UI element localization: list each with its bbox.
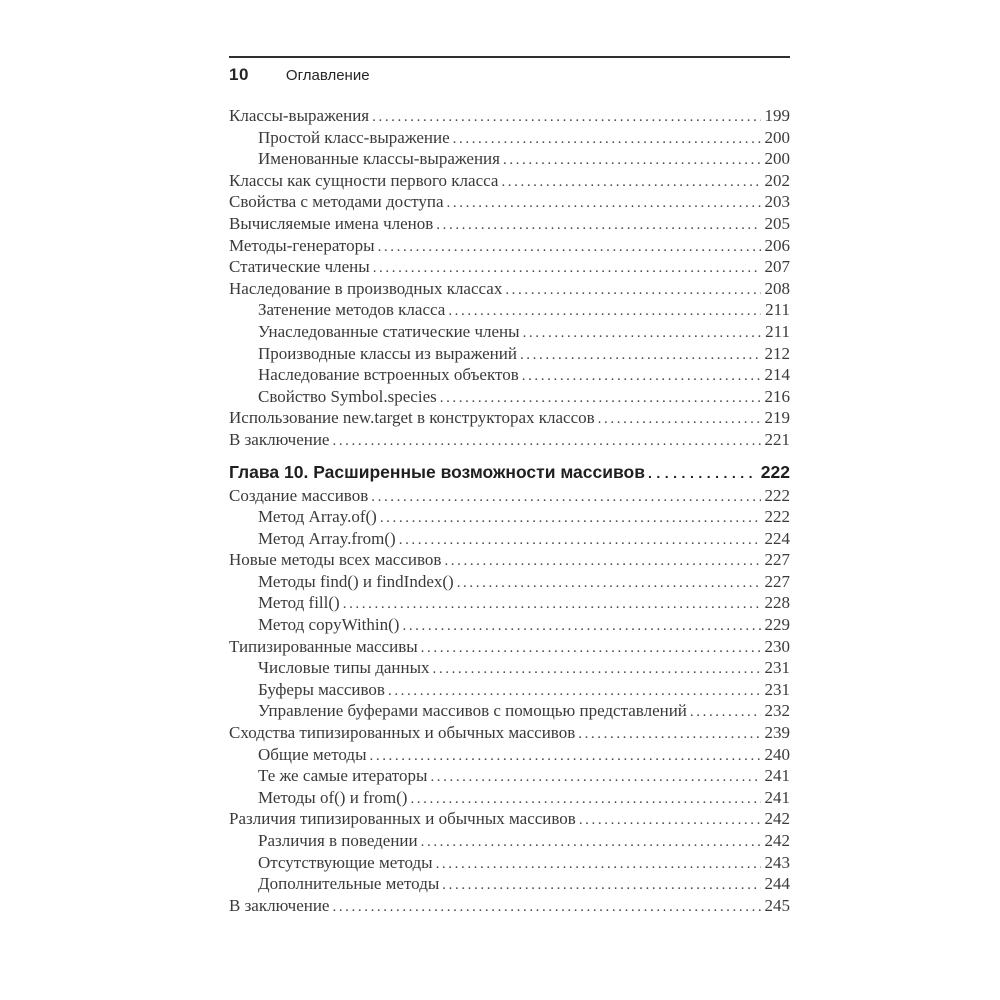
dot-leader (372, 105, 760, 129)
toc-entry-page: 239 (764, 723, 790, 743)
toc-entry-title: Общие методы (258, 744, 367, 764)
table-of-contents (229, 105, 790, 916)
toc-entry-title: Дополнительные методы (258, 874, 440, 894)
dot-leader (523, 321, 762, 345)
dot-leader (380, 506, 761, 530)
toc-entry-title: Наследование встроенных объектов (258, 365, 519, 385)
toc-entry (229, 679, 790, 701)
toc-entry-page: 216 (764, 386, 790, 406)
dot-leader (501, 170, 760, 194)
toc-entry (229, 636, 790, 658)
dot-leader (457, 571, 761, 595)
toc-entry-page: 222 (764, 507, 790, 527)
toc-entry-page: 231 (764, 679, 790, 699)
toc-entry-page: 244 (764, 874, 790, 894)
dot-leader (522, 364, 761, 388)
toc-entry (229, 873, 790, 895)
toc-entry (229, 808, 790, 830)
toc-entry-title: Унаследованные статические члены (258, 321, 520, 341)
toc-entry-page: 242 (764, 831, 790, 850)
dot-leader (388, 679, 761, 703)
toc-entry-page: 214 (764, 365, 790, 385)
toc-entry-title: Различия в поведении (258, 831, 418, 850)
page-number: 10 (229, 65, 249, 84)
toc-entry (229, 429, 790, 451)
dot-leader (343, 592, 761, 616)
toc-entry-title: Отсутствующие методы (258, 852, 433, 872)
toc-entry (229, 852, 790, 874)
toc-entry-page: 199 (764, 106, 790, 125)
dot-leader (444, 549, 760, 573)
toc-entry-title: Метод Array.from() (258, 528, 396, 548)
toc-entry-title: Различия типизированных и обычных массивов (229, 809, 576, 829)
toc-entry-title: Типизированные массивы (229, 636, 418, 656)
toc-entry (229, 256, 790, 278)
dot-leader (332, 895, 760, 919)
toc-entry-title: Использование new.target в конструкторах классов (229, 408, 595, 428)
toc-entry-title: Те же самые итераторы (258, 766, 428, 786)
toc-entry (229, 528, 790, 550)
toc-entry-page: 230 (764, 636, 790, 656)
toc-entry-title: Управление буферами массивов с помощью представлений (258, 701, 687, 721)
dot-leader (421, 830, 761, 854)
dot-leader (505, 278, 760, 302)
dot-leader (370, 744, 761, 768)
toc-entry-page: 241 (764, 766, 790, 786)
toc-entry-page: 207 (764, 257, 790, 277)
toc-entry (229, 127, 790, 149)
toc-entry (229, 321, 790, 343)
dot-leader (578, 722, 760, 746)
toc-entry-page: 202 (764, 170, 790, 190)
running-head-title: Оглавление (285, 67, 370, 84)
toc-entry-title: Числовые типы данных (258, 658, 430, 678)
dot-leader (378, 235, 761, 259)
dot-leader (690, 700, 761, 724)
dot-leader (442, 873, 760, 897)
dot-leader (436, 852, 761, 876)
toc-entry-title: Методы of() и from() (258, 787, 408, 807)
dot-leader (520, 343, 761, 367)
toc-entry-page: 200 (764, 149, 790, 169)
toc-entry (229, 148, 790, 170)
toc-entry (229, 191, 790, 213)
toc-entry-page: 208 (764, 278, 790, 298)
toc-entry-title: Затенение методов класса (258, 300, 446, 320)
toc-entry-title: В заключение (229, 895, 330, 915)
toc-entry (229, 506, 790, 528)
toc-entry-title: Простой класс-выражение (258, 127, 450, 147)
toc-entry-title: Статические члены (229, 257, 370, 277)
toc-entry (229, 170, 790, 192)
dot-leader (402, 614, 760, 638)
dot-leader (373, 256, 761, 280)
toc-entry (229, 895, 790, 917)
dot-leader (430, 765, 760, 789)
toc-entry-page: 221 (764, 429, 790, 449)
toc-entry-title: Свойства с методами доступа (229, 192, 444, 212)
toc-entry-title: Наследование в производных классах (229, 278, 503, 298)
toc-entry-page: 242 (764, 809, 790, 829)
toc-chapter-heading-title: Глава 10. Расширенные возможности массивов (229, 461, 645, 482)
toc-entry-page: 205 (764, 213, 790, 233)
toc-entry-page: 228 (764, 593, 790, 613)
toc-entry (229, 614, 790, 636)
dot-leader (440, 386, 761, 410)
toc-entry-title: Методы find() и findIndex() (258, 571, 454, 591)
dot-leader (448, 299, 761, 323)
dot-leader (421, 636, 761, 660)
toc-entry (229, 787, 790, 809)
toc-entry (229, 485, 790, 507)
running-head (229, 56, 790, 85)
toc-chapter-heading (229, 460, 790, 484)
toc-entry-page: 232 (764, 701, 790, 721)
toc-entry-title: Создание массивов (229, 485, 369, 505)
toc-entry (229, 105, 790, 127)
toc-entry (229, 592, 790, 614)
toc-entry (229, 744, 790, 766)
toc-entry (229, 386, 790, 408)
toc-entry-title: Метод Array.of() (258, 507, 377, 527)
dot-leader (332, 429, 760, 453)
dot-leader (503, 148, 761, 172)
toc-entry (229, 657, 790, 679)
dot-leader (433, 657, 761, 681)
toc-entry (229, 235, 790, 257)
toc-entry-page: 229 (764, 615, 790, 635)
toc-entry (229, 364, 790, 386)
toc-entry-page: 224 (764, 528, 790, 548)
toc-entry-page: 211 (765, 321, 790, 341)
toc-entry (229, 343, 790, 365)
dot-leader (436, 213, 760, 237)
toc-entry-title: В заключение (229, 429, 330, 449)
toc-entry (229, 830, 790, 852)
toc-entry-page: 227 (764, 550, 790, 570)
toc-entry-page: 200 (764, 127, 790, 147)
toc-entry-page: 211 (765, 300, 790, 320)
toc-entry-page: 206 (764, 235, 790, 255)
toc-entry-title: Буферы массивов (258, 679, 385, 699)
toc-entry-page: 241 (764, 787, 790, 807)
toc-entry-page: 231 (764, 658, 790, 678)
toc-chapter-heading-page: 222 (760, 461, 790, 482)
toc-entry-title: Свойство Symbol.species (258, 386, 437, 406)
toc-entry-page: 219 (764, 408, 790, 428)
toc-entry-title: Методы-генераторы (229, 235, 375, 255)
toc-entry-title: Классы как сущности первого класса (229, 170, 499, 190)
toc-entry (229, 765, 790, 787)
dot-leader (579, 808, 761, 832)
dot-leader (598, 407, 761, 431)
toc-entry-title: Сходства типизированных и обычных массивов (229, 723, 576, 743)
toc-entry-title: Классы-выражения (229, 106, 370, 125)
toc-entry-title: Производные классы из выражений (258, 343, 517, 363)
toc-entry (229, 700, 790, 722)
dot-leader (399, 528, 761, 552)
toc-entry-title: Метод copyWithin() (258, 615, 400, 635)
book-page-content (229, 56, 790, 916)
dot-leader (648, 460, 753, 485)
toc-entry (229, 549, 790, 571)
toc-entry-page: 227 (764, 571, 790, 591)
toc-entry-page: 240 (764, 744, 790, 764)
toc-entry (229, 571, 790, 593)
toc-entry-page: 222 (764, 485, 790, 505)
toc-entry-page: 212 (764, 343, 790, 363)
toc-entry (229, 299, 790, 321)
toc-entry (229, 722, 790, 744)
toc-entry-page: 245 (764, 895, 790, 915)
dot-leader (410, 787, 760, 811)
dot-leader (447, 191, 761, 215)
toc-entry-page: 243 (764, 852, 790, 872)
toc-entry-title: Вычисляемые имена членов (229, 213, 434, 233)
toc-entry-title: Метод fill() (258, 593, 340, 613)
dot-leader (453, 127, 761, 151)
toc-entry (229, 278, 790, 300)
toc-entry-title: Именованные классы-выражения (258, 149, 500, 169)
toc-entry (229, 213, 790, 235)
toc-entry (229, 407, 790, 429)
toc-entry-title: Новые методы всех массивов (229, 550, 442, 570)
toc-entry-page: 203 (764, 192, 790, 212)
dot-leader (371, 485, 760, 509)
